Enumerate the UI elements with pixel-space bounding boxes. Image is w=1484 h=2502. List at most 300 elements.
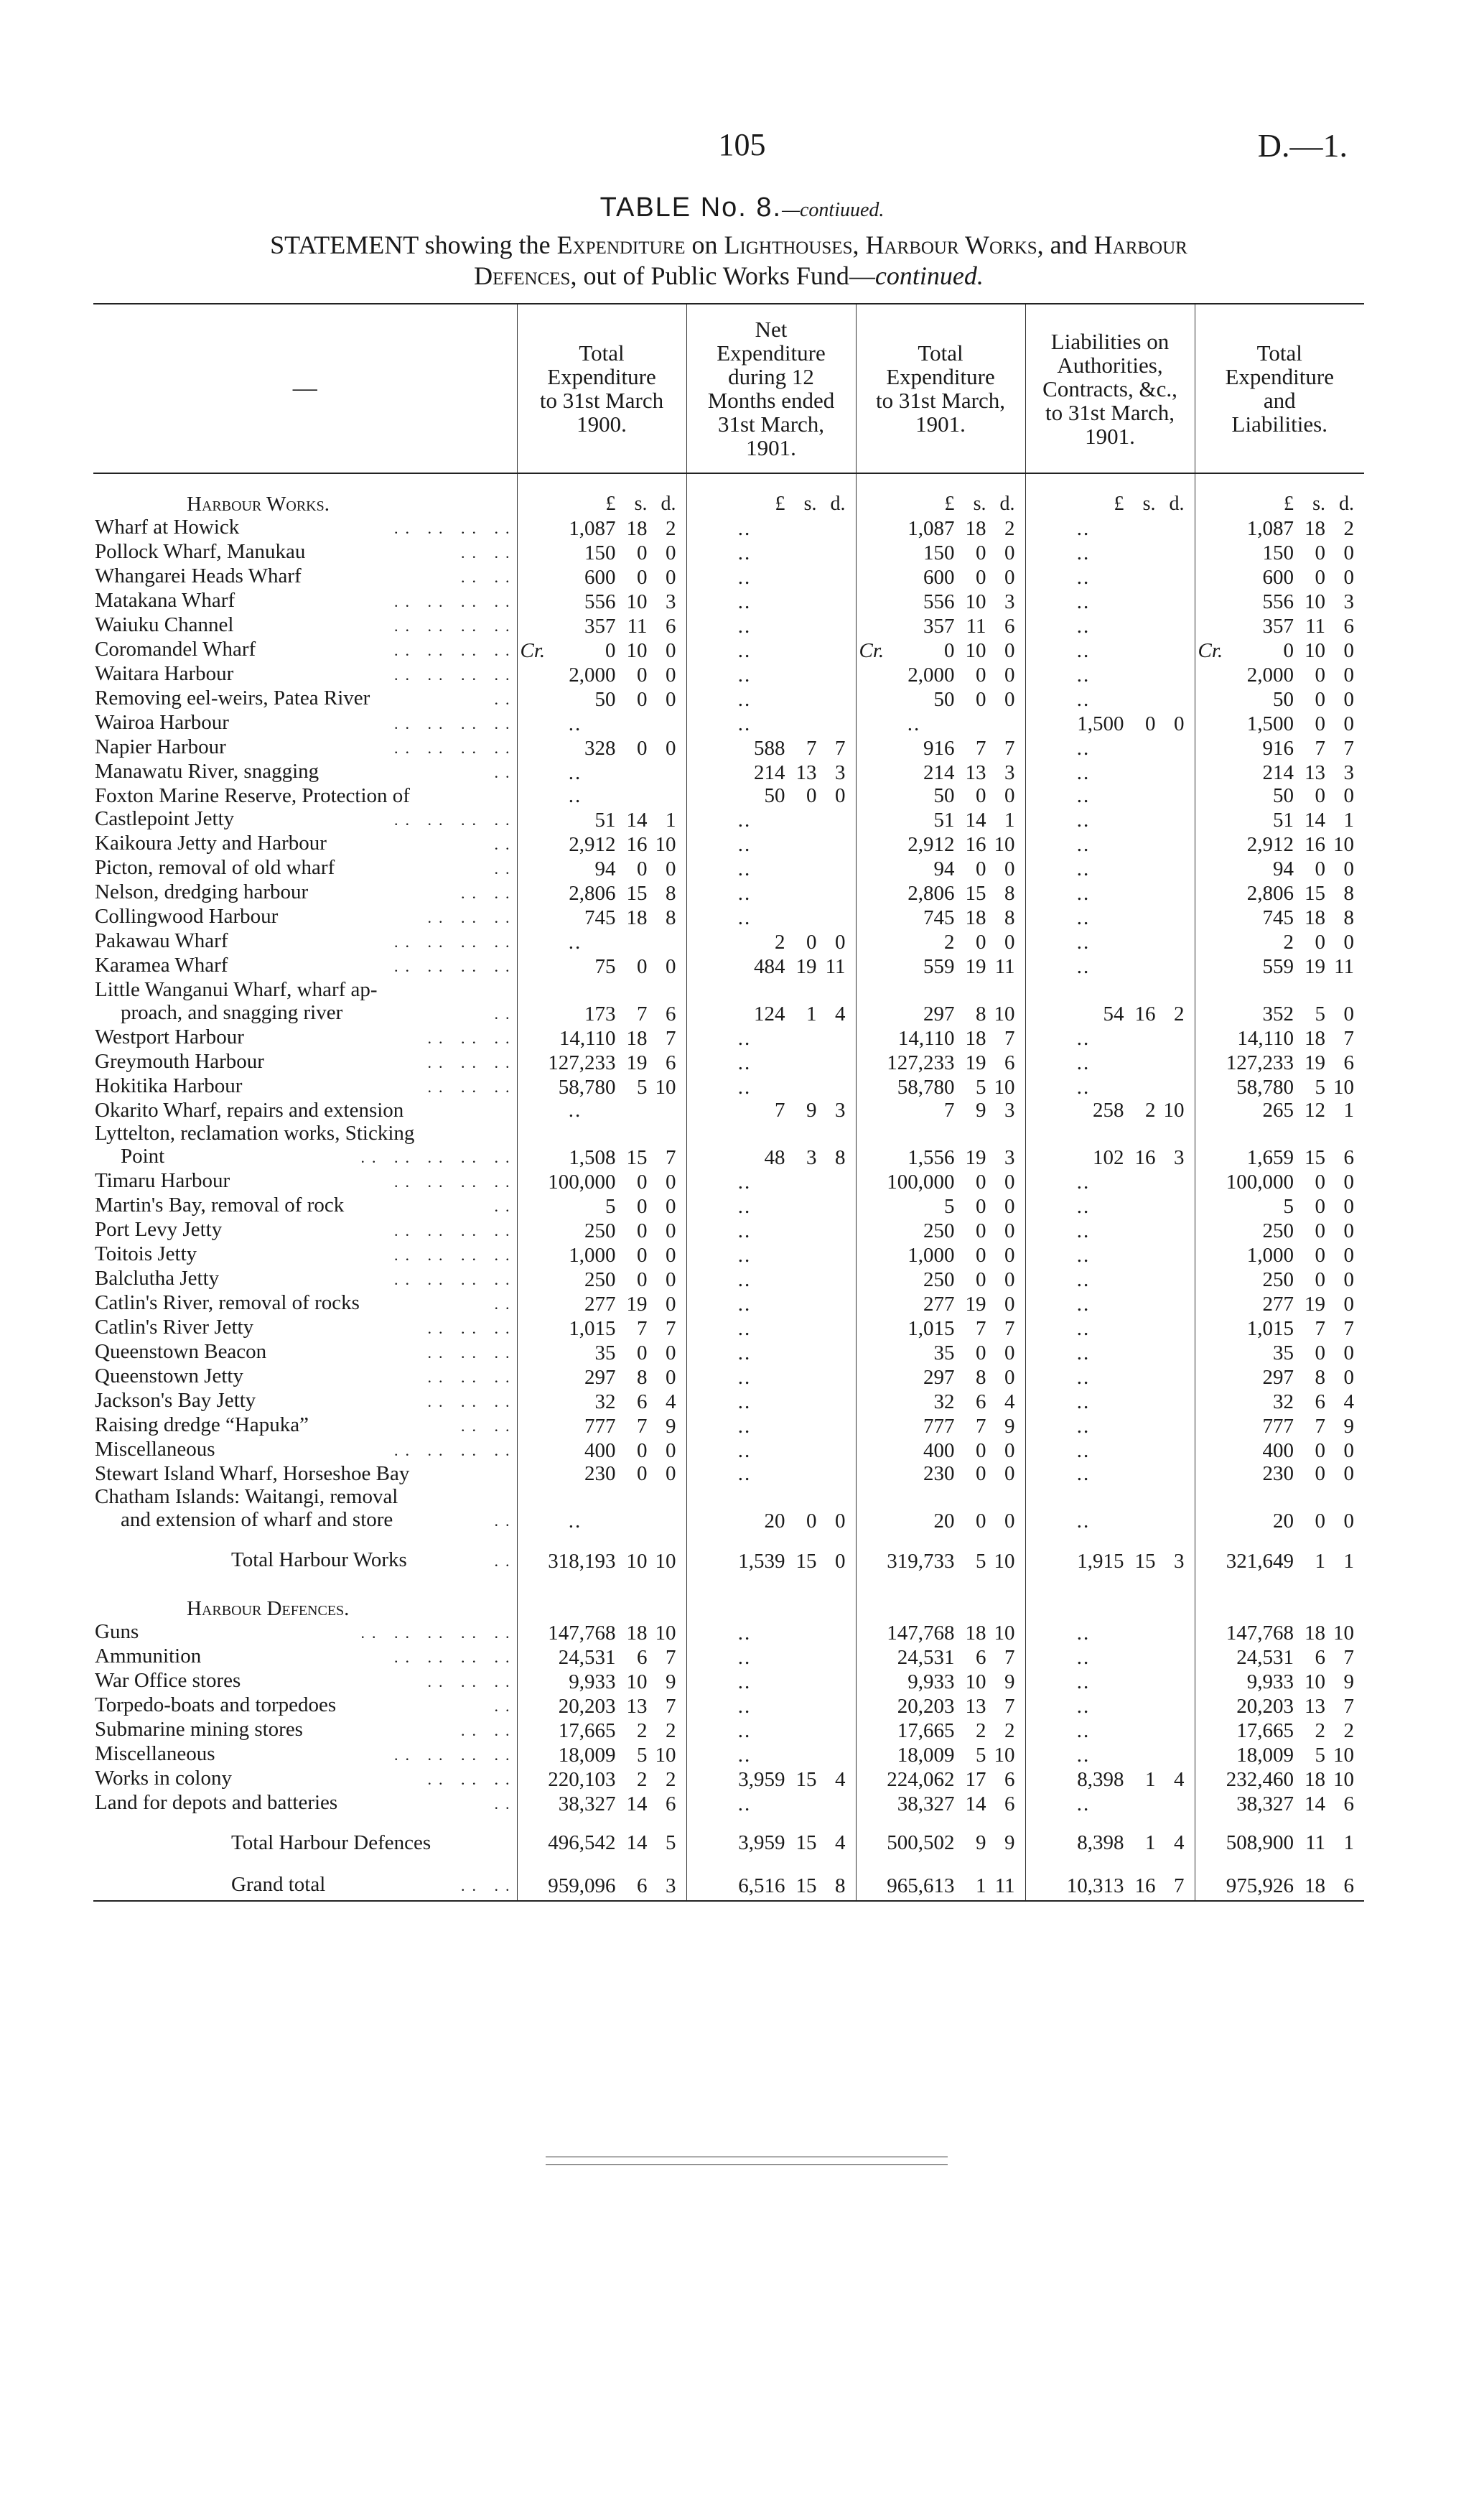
shillings: 10 — [965, 1670, 986, 1693]
pence: 2 — [1174, 1003, 1185, 1026]
pounds: 2 — [775, 931, 785, 954]
amount-cell-c1 — [517, 1001, 686, 1026]
row-label-text: Okarito Wharf, repairs and extension — [95, 1099, 404, 1122]
pence: 0 — [1004, 688, 1015, 711]
pence: 5 — [666, 1831, 676, 1854]
empty-dots: .. — [1076, 1390, 1091, 1413]
pence: 6 — [1004, 615, 1015, 638]
pounds: 20 — [1273, 1510, 1294, 1533]
amount-cell-c5 — [1195, 1074, 1364, 1099]
amount-cell-c1 — [517, 978, 686, 1001]
pounds: 230 — [923, 1462, 955, 1485]
pounds: 9,933 — [1246, 1670, 1294, 1693]
shillings: 16 — [1305, 833, 1325, 856]
amount-cell-c1 — [517, 1533, 686, 1576]
amount-cell-c1 — [517, 1194, 686, 1218]
shillings: 19 — [626, 1293, 648, 1316]
pence: 8 — [835, 1146, 846, 1169]
empty-dots: .. — [1076, 906, 1091, 929]
empty-dots: .. — [1076, 541, 1091, 564]
pounds: 258 — [1093, 1099, 1124, 1122]
pence: 6 — [1004, 1768, 1015, 1791]
shillings: 18 — [965, 906, 986, 929]
pence: 3 — [835, 761, 846, 784]
amount-cell-c3 — [856, 929, 1025, 954]
amount-cell-c3 — [856, 784, 1025, 807]
shillings: 13 — [626, 1695, 648, 1718]
pounds: 20 — [764, 1510, 785, 1533]
row-label-text: Stewart Island Wharf, Horseshoe Bay — [95, 1462, 410, 1485]
leader-dots: .. .. .. .. — [394, 715, 517, 733]
pounds: 496,542 — [548, 1831, 616, 1854]
col-header-line: Total — [579, 340, 625, 366]
pounds: 150 — [1262, 541, 1294, 564]
table-row — [93, 1074, 1364, 1099]
section-row — [93, 1576, 1364, 1620]
unit-pence: d. — [1339, 493, 1354, 515]
unit-pound: £ — [605, 493, 616, 515]
pounds: 150 — [923, 541, 955, 564]
leader-dots: .. .. .. .. — [394, 739, 517, 757]
pounds: 500,502 — [887, 1831, 955, 1854]
pounds: 0 — [944, 639, 955, 662]
shillings: 15 — [1305, 1146, 1325, 1169]
pounds: 319,733 — [887, 1550, 955, 1573]
leader-dots: .. .. .. .. — [394, 1746, 517, 1764]
amount-cell-c4 — [1025, 832, 1195, 856]
amount-cell-c5 — [1195, 1767, 1364, 1791]
pounds: 127,233 — [548, 1051, 616, 1074]
statement-continued: continued. — [874, 261, 984, 290]
unit-pound: £ — [944, 493, 955, 515]
amount-cell-c4 — [1025, 1857, 1195, 1901]
pence: 3 — [1004, 761, 1015, 784]
row-label-text: Submarine mining stores — [95, 1718, 303, 1741]
pence: 1 — [666, 809, 676, 832]
amount-cell-c1 — [517, 832, 686, 856]
row-label — [93, 735, 517, 760]
table-row — [93, 856, 1364, 880]
pounds: 1,087 — [569, 517, 616, 540]
amount-cell-c4 — [1025, 516, 1195, 540]
amount-cell-c4 — [1025, 1218, 1195, 1242]
amount-cell-c5 — [1195, 856, 1364, 880]
amount-cell-c2 — [686, 1242, 856, 1267]
pence: 0 — [1343, 1268, 1354, 1291]
unit-shilling: s. — [1142, 493, 1156, 515]
col-header-line: Total — [918, 340, 963, 366]
row-label-text: Karamea Wharf — [95, 954, 228, 977]
amount-cell-c4 — [1025, 1050, 1195, 1074]
col-header-line: Expenditure — [1225, 364, 1334, 389]
pence: 6 — [1343, 615, 1354, 638]
pence: 8 — [1343, 906, 1354, 929]
empty-dots: .. — [568, 712, 582, 735]
amount-cell-c5 — [1195, 1122, 1364, 1145]
row-label — [93, 929, 517, 954]
row-label — [93, 1099, 517, 1122]
shillings: 0 — [637, 566, 648, 589]
shillings: 9 — [806, 1099, 817, 1122]
row-label-text: Miscellaneous — [95, 1742, 215, 1765]
amount-cell-c3 — [856, 662, 1025, 687]
table-row — [93, 1145, 1364, 1169]
shillings: 7 — [976, 1317, 986, 1340]
shillings: 17 — [965, 1768, 986, 1791]
amount-cell-c1 — [517, 1413, 686, 1438]
shillings: 10 — [1305, 1670, 1325, 1693]
col-header-line: Expenditure — [886, 364, 995, 389]
amount-cell-c4 — [1025, 1194, 1195, 1218]
empty-dots: .. — [1076, 955, 1091, 978]
pence: 7 — [666, 1695, 676, 1718]
empty-dots: .. — [737, 906, 752, 929]
empty-dots: .. — [737, 1268, 752, 1291]
empty-dots: .. — [1076, 1076, 1091, 1099]
shillings: 0 — [976, 1219, 986, 1242]
pounds: 777 — [1262, 1415, 1294, 1438]
pence: 3 — [1004, 1146, 1015, 1169]
pounds: 975,926 — [1226, 1874, 1294, 1897]
table-row — [93, 1645, 1364, 1669]
pence: 4 — [666, 1390, 676, 1413]
shillings: 0 — [637, 688, 648, 711]
pence: 10 — [994, 1744, 1015, 1767]
row-label-text: Matakana Wharf — [95, 589, 235, 612]
pounds: 352 — [1262, 1003, 1294, 1026]
statement-heading — [93, 230, 1364, 292]
amount-cell-c4 — [1025, 1026, 1195, 1050]
pence: 7 — [666, 1317, 676, 1340]
empty-dots: .. — [737, 1439, 752, 1462]
leader-dots: .. .. .. .. — [394, 617, 517, 635]
amount-cell-c1 — [517, 784, 686, 807]
pounds: 297 — [923, 1366, 955, 1389]
shillings: 0 — [976, 1462, 986, 1485]
amount-cell-c4 — [1025, 1533, 1195, 1576]
leader-dots: .. .. .. — [427, 1770, 517, 1788]
shillings: 14 — [1305, 809, 1325, 832]
amount-cell-c5 — [1195, 1340, 1364, 1364]
pence: 2 — [1343, 517, 1354, 540]
empty-dots: .. — [737, 1366, 752, 1389]
pence: 0 — [666, 1341, 676, 1364]
pence: 6 — [666, 1003, 676, 1026]
amount-cell-c1 — [517, 638, 686, 662]
pence: 0 — [1343, 688, 1354, 711]
pounds: 2 — [1283, 931, 1294, 954]
empty-dots: .. — [737, 664, 752, 687]
empty-dots: .. — [1076, 857, 1091, 880]
table-row — [93, 1194, 1364, 1218]
amount-cell-c5 — [1195, 564, 1364, 589]
amount-cell-c3 — [856, 1767, 1025, 1791]
empty-dots: .. — [737, 688, 752, 711]
pounds: 38,327 — [1236, 1792, 1294, 1815]
shillings: 14 — [626, 1831, 648, 1854]
amount-cell-c2 — [686, 1438, 856, 1462]
pence: 0 — [1004, 1195, 1015, 1218]
shillings: 7 — [1315, 737, 1325, 760]
shillings: 15 — [1134, 1550, 1156, 1573]
row-label-text: proach, and snagging river — [121, 1001, 343, 1024]
amount-cell-c4 — [1025, 784, 1195, 807]
currency-units — [1025, 473, 1195, 516]
amount-cell-c2 — [686, 540, 856, 564]
section-spacer — [686, 1576, 856, 1620]
amount-cell-c1 — [517, 516, 686, 540]
row-label — [93, 905, 517, 929]
empty-dots: .. — [1076, 664, 1091, 687]
shillings: 3 — [806, 1146, 817, 1169]
empty-dots: .. — [1076, 1462, 1091, 1485]
table-row — [93, 1620, 1364, 1645]
table-row — [93, 1242, 1364, 1267]
pounds: 51 — [933, 809, 955, 832]
amount-cell-c2 — [686, 1218, 856, 1242]
shillings: 6 — [976, 1390, 986, 1413]
shillings: 6 — [637, 1874, 648, 1897]
amount-cell-c4 — [1025, 589, 1195, 613]
pounds: 777 — [584, 1415, 616, 1438]
pounds: 297 — [584, 1366, 616, 1389]
amount-cell-c3 — [856, 1122, 1025, 1145]
pounds: 127,233 — [887, 1051, 955, 1074]
pence: 0 — [1004, 1219, 1015, 1242]
amount-cell-c3 — [856, 1389, 1025, 1413]
amount-cell-c3 — [856, 1438, 1025, 1462]
table-row — [93, 1791, 1364, 1815]
pence: 2 — [1004, 1719, 1015, 1742]
amount-cell-c4 — [1025, 1438, 1195, 1462]
shillings: 8 — [1315, 1366, 1325, 1389]
leader-dots: .. — [494, 1697, 517, 1715]
pounds: 230 — [1262, 1462, 1294, 1485]
row-label-text: Raising dredge “Hapuka” — [95, 1413, 309, 1436]
pence: 4 — [835, 1768, 846, 1791]
pence: 9 — [666, 1415, 676, 1438]
shillings: 0 — [1315, 688, 1325, 711]
pounds: 147,768 — [548, 1622, 616, 1645]
empty-dots: .. — [1076, 761, 1091, 784]
leader-dots: .. — [494, 1795, 517, 1813]
amount-cell-c5 — [1195, 662, 1364, 687]
shillings: 18 — [1305, 1768, 1325, 1791]
pence: 0 — [1004, 1244, 1015, 1267]
pence: 4 — [1004, 1390, 1015, 1413]
leader-dots: .. — [494, 860, 517, 878]
amount-cell-c4 — [1025, 1242, 1195, 1267]
amount-cell-c1 — [517, 1242, 686, 1267]
shillings: 0 — [976, 784, 986, 807]
empty-dots: .. — [1076, 1622, 1091, 1645]
pence: 7 — [1343, 1695, 1354, 1718]
shillings: 5 — [976, 1550, 986, 1573]
amount-cell-c5 — [1195, 1026, 1364, 1050]
pounds: 1,500 — [1077, 712, 1124, 735]
pounds: 58,780 — [558, 1076, 616, 1099]
pounds: 20,203 — [558, 1695, 616, 1718]
table-title-text: TABLE No. 8. — [599, 192, 783, 223]
pounds: 51 — [1273, 809, 1294, 832]
leader-dots: .. .. .. — [427, 1673, 517, 1691]
empty-dots: .. — [737, 1792, 752, 1815]
shillings: 18 — [1305, 1027, 1325, 1050]
amount-cell-c5 — [1195, 1050, 1364, 1074]
amount-cell-c4 — [1025, 1389, 1195, 1413]
empty-dots: .. — [1076, 1646, 1091, 1669]
amount-cell-c4 — [1025, 760, 1195, 784]
amount-cell-c1 — [517, 1742, 686, 1767]
amount-cell-c2 — [686, 1169, 856, 1194]
pence: 10 — [655, 1622, 676, 1645]
row-label — [93, 1242, 517, 1267]
shillings: 16 — [965, 833, 986, 856]
pounds: 400 — [584, 1439, 616, 1462]
empty-dots: .. — [1076, 590, 1091, 613]
amount-cell-c3 — [856, 1001, 1025, 1026]
pounds: 224,062 — [887, 1768, 955, 1791]
amount-cell-c1 — [517, 760, 686, 784]
pounds: 75 — [594, 955, 616, 978]
amount-cell-c2 — [686, 1693, 856, 1718]
row-label — [93, 1508, 517, 1533]
amount-cell-c1 — [517, 1099, 686, 1122]
amount-cell-c2 — [686, 1389, 856, 1413]
pounds: 51 — [594, 809, 616, 832]
pence: 0 — [1343, 1003, 1354, 1026]
empty-dots: .. — [737, 1646, 752, 1669]
pence: 0 — [666, 1439, 676, 1462]
shillings: 0 — [976, 1244, 986, 1267]
table-row — [93, 1742, 1364, 1767]
shillings: 11 — [627, 615, 648, 638]
table-row — [93, 978, 1364, 1001]
row-label — [93, 784, 517, 807]
table-row — [93, 1291, 1364, 1316]
row-label — [93, 687, 517, 711]
pounds: 58,780 — [1236, 1076, 1294, 1099]
shillings: 11 — [966, 615, 986, 638]
row-label-text: Torpedo-boats and torpedoes — [95, 1693, 337, 1716]
shillings: 13 — [1305, 1695, 1325, 1718]
row-label — [93, 807, 517, 832]
empty-dots: .. — [1076, 1244, 1091, 1267]
pence: 0 — [1343, 1244, 1354, 1267]
amount-cell-c4 — [1025, 807, 1195, 832]
amount-cell-c5 — [1195, 1693, 1364, 1718]
table-row — [93, 760, 1364, 784]
pounds: 2,912 — [569, 833, 616, 856]
pence: 0 — [666, 955, 676, 978]
amount-cell-c5 — [1195, 613, 1364, 638]
leader-dots: .. .. .. .. .. — [360, 1148, 517, 1166]
shillings: 13 — [795, 761, 817, 784]
shillings: 11 — [1305, 615, 1325, 638]
empty-dots: .. — [568, 1099, 582, 1122]
leader-dots: .. .. .. .. — [394, 933, 517, 951]
pence: 3 — [835, 1099, 846, 1122]
pence: 7 — [666, 1027, 676, 1050]
amount-cell-c2 — [686, 638, 856, 662]
row-label-text: Timaru Harbour — [95, 1169, 230, 1192]
amount-cell-c2 — [686, 1122, 856, 1145]
shillings: 0 — [1315, 566, 1325, 589]
row-label-text: Lyttelton, reclamation works, Sticking — [95, 1122, 415, 1145]
row-label-text: Toitois Jetty — [95, 1242, 197, 1265]
pence: 8 — [1343, 882, 1354, 905]
pounds: 5 — [605, 1195, 616, 1218]
statement-rest: out of Public Works Fund— — [583, 261, 875, 290]
empty-dots: .. — [1076, 882, 1091, 905]
pence: 10 — [655, 1744, 676, 1767]
pounds: 14,110 — [897, 1027, 955, 1050]
amount-cell-c1 — [517, 1169, 686, 1194]
label-column-header: — — [93, 304, 517, 473]
pounds: 250 — [584, 1219, 616, 1242]
amount-cell-c3 — [856, 1462, 1025, 1485]
col-header-line: Authorities, — [1057, 352, 1163, 378]
col-header-liabilities — [1025, 304, 1195, 473]
shillings: 0 — [976, 1268, 986, 1291]
pence: 11 — [1334, 955, 1354, 978]
leader-dots: .. .. .. .. — [394, 592, 517, 610]
table-row — [93, 1364, 1364, 1389]
row-label — [93, 1316, 517, 1340]
empty-dots: .. — [1076, 931, 1091, 954]
empty-dots: .. — [737, 857, 752, 880]
pounds: 20,203 — [897, 1695, 955, 1718]
shillings: 10 — [965, 590, 986, 613]
amount-cell-c4 — [1025, 856, 1195, 880]
pence: 0 — [666, 1195, 676, 1218]
amount-cell-c2 — [686, 1620, 856, 1645]
row-label-text: Wharf at Howick — [95, 516, 240, 539]
shillings: 15 — [795, 1874, 817, 1897]
amount-cell-c2 — [686, 662, 856, 687]
amount-cell-c2 — [686, 1194, 856, 1218]
pence: 0 — [1004, 541, 1015, 564]
currency-units — [517, 473, 686, 516]
pounds: 50 — [764, 784, 785, 807]
pounds: 14,110 — [559, 1027, 616, 1050]
amount-cell-c3 — [856, 1645, 1025, 1669]
leader-dots: .. .. .. — [427, 1344, 517, 1362]
pence: 6 — [666, 615, 676, 638]
shillings: 14 — [1305, 1792, 1325, 1815]
pence: 2 — [666, 1768, 676, 1791]
pounds: 2,000 — [1246, 664, 1294, 687]
empty-dots: .. — [737, 1244, 752, 1267]
amount-cell-c5 — [1195, 1857, 1364, 1901]
empty-dots: .. — [1076, 566, 1091, 589]
unit-pence: d. — [1169, 493, 1185, 515]
amount-cell-c1 — [517, 954, 686, 978]
pounds: 3,959 — [738, 1831, 785, 1854]
col-header-line: 1901. — [1085, 423, 1135, 449]
empty-dots: .. — [1076, 1195, 1091, 1218]
table-row — [93, 662, 1364, 687]
shillings: 7 — [637, 1415, 648, 1438]
pence: 2 — [1343, 1719, 1354, 1742]
pounds: 17,665 — [897, 1719, 955, 1742]
pounds: 100,000 — [548, 1171, 616, 1194]
empty-dots: .. — [1076, 1415, 1091, 1438]
pence: 10 — [994, 1076, 1015, 1099]
shillings: 18 — [1305, 906, 1325, 929]
row-label — [93, 564, 517, 589]
leader-dots: .. .. — [461, 1417, 517, 1435]
